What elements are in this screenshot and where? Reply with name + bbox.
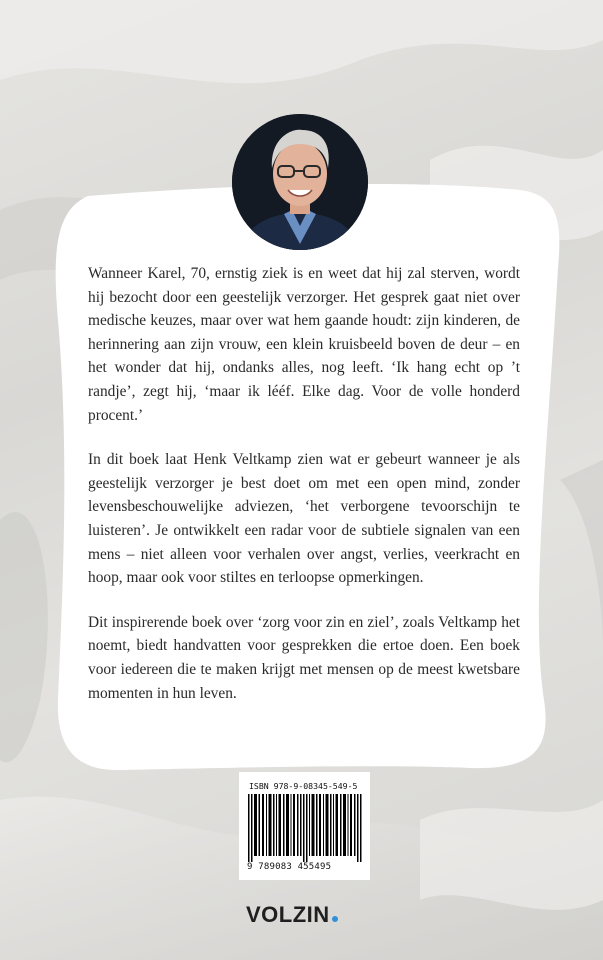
blurb-paragraph-1: Wanneer Karel, 70, ernstig ziek is en weet dat hij zal sterven, wordt hij bezocht door een geestelijk verzorger. Het gesprek gaat niet over medische keuzes, maar over wat hem gaande houdt: zijn kinderen, de herinnering aan zijn vrouw, een klein kruisbeeld boven de deur – en het wonder dat hij, ondanks alles, nog leeft. ‘Ik hang echt op ’t randje’, zegt hij, ‘maar ik lééf. Elke dag. Voor de volle honderd procent.’ <box>88 265 520 424</box>
blurb-paragraph-3: Dit inspirerende boek over ‘zorg voor zin en ziel’, zoals Veltkamp het noemt, biedt handvatten voor gesprekken die ertoe doen. Een boek voor iedereen die te maken krijgt met mensen op de meest kwetsbare momenten in hun leven. <box>88 613 520 702</box>
blurb-text <box>88 262 520 726</box>
barcode-digits: 9 789083 455495 <box>247 862 332 872</box>
author-portrait <box>232 114 368 250</box>
barcode-bars <box>248 794 362 862</box>
publisher-logo <box>246 902 338 928</box>
publisher-name: VOLZIN <box>246 902 330 927</box>
isbn-barcode <box>239 772 370 880</box>
blurb-paragraph-2: In dit boek laat Henk Veltkamp zien wat er gebeurt wanneer je als geestelijk verzorger je best doet om met een open mind, zonder levensbeschouwelijke adviezen, ‘het verborgene tevoorschijn te luisteren’. Je ontwikkelt een radar voor de subtiele signalen van een mens – niet alleen voor verhalen over angst, verlies, veerkracht en hoop, maar ook voor stiltes en terloopse opmerkingen. <box>88 451 520 587</box>
isbn-label: ISBN 978-9-08345-549-5 <box>249 781 358 791</box>
logo-dot-icon <box>332 916 338 922</box>
